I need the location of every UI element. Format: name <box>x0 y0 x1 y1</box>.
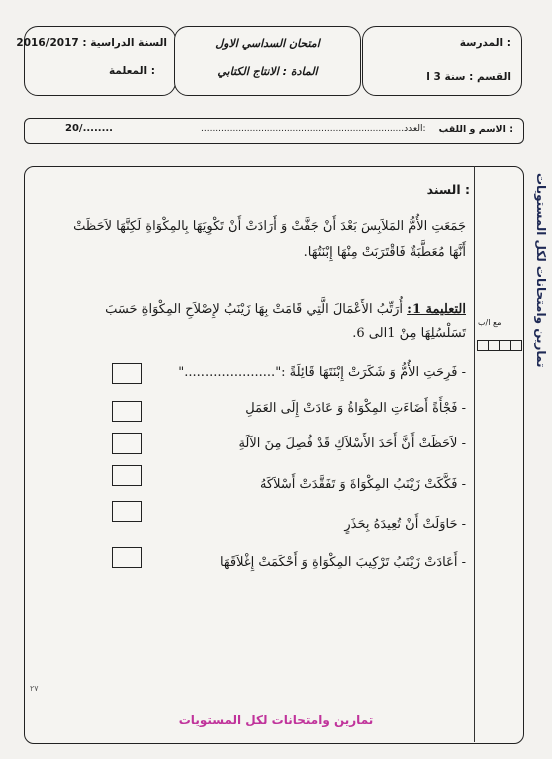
subject-label: المادة : الانتاج الكتابي <box>217 65 318 78</box>
task-1-label: التعليمة 1: <box>407 302 466 317</box>
grading-criteria-boxes <box>478 340 522 351</box>
exam-title: امتحان السداسي الاول <box>215 37 320 50</box>
order-item-2: - فَجْأَةً أَضَاءَتِ المِكْوَاةُ وَ عَادَتْ إِلَى العَمَلِ <box>245 401 466 416</box>
sanad-text: جَمَعَتِ الأُمُّ المَلاَبِسَ بَعْدَ أَنْ جَفَّتْ وَ أَرَادَتْ أَنْ تَكْوِيَهَا بِالمِكْوَاةِ لَكِنَّهَا لاَحَظَتْ أَنَّهَا مُعَطَّبَةٌ فَاقْتَرَبَتْ مِنْهَا إِبْنَتُهَا. <box>73 219 466 260</box>
header-center-box <box>174 26 361 96</box>
page-corner-mark: ٢٧ <box>30 684 39 693</box>
name-score-dots: .......................................................................العدد: <box>201 124 426 134</box>
task-1 <box>66 298 466 346</box>
side-watermark-text: تمارين وامتحانات لكل المستويات <box>534 172 548 368</box>
order-answer-box-6[interactable] <box>112 547 142 568</box>
school-label: المدرسة : <box>459 37 511 49</box>
order-answer-box-5[interactable] <box>112 501 142 522</box>
order-answer-box-4[interactable] <box>112 465 142 486</box>
sanad-label: السند : <box>426 182 470 197</box>
grading-margin-line <box>474 166 475 742</box>
grading-criteria-label: مع ا/ب <box>478 318 502 327</box>
school-year: السنة الدراسية : 2016/2017 <box>16 37 167 49</box>
order-answer-box-2[interactable] <box>112 401 142 422</box>
footer-watermark: تمارين وامتحانات لكل المستويات <box>178 713 374 727</box>
order-item-6: - أَعَادَتْ زَيْنَبُ تَرْكِيبَ المِكْوَاةِ وَ أَحْكَمَتْ إِغْلاَقَهَا <box>219 555 466 570</box>
task-1-text: أُرَتِّبُ الأَعْمَالَ الَّتِي قَامَتْ بِهَا زَيْنَبُ لإِصْلاَحِ المِكْوَاةِ حَسَبَ تَسَلْسُلِهَا مِنْ 1الى 6. <box>105 302 466 341</box>
class-label: القسم : سنة 3 ا <box>426 71 511 83</box>
order-item-5: - حَاوَلَتْ أَنْ تُعِيدَهُ بِحَذَرٍ <box>344 517 466 532</box>
header-right-box <box>362 26 522 96</box>
order-item-3: - لاَحَظَتْ أَنَّ أَحَدَ الأَسْلاَكِ قَدْ فُصِلَ مِنَ الآلَةِ <box>238 436 466 451</box>
order-answer-box-3[interactable] <box>112 433 142 454</box>
criteria-box[interactable] <box>510 340 522 351</box>
teacher-label: المعلمة : <box>108 65 155 77</box>
order-item-4: - فَكَّكَتْ زَيْنَبُ المِكْوَاةَ وَ تَفَقَّدَتْ أَسْلاَكَهُ <box>259 477 466 492</box>
header-left-box <box>16 26 176 96</box>
student-name-label: الاسم و اللقب : <box>438 124 513 135</box>
order-item-1: - فَرِحَتِ الأُمُّ وَ شَكَرَتْ إِبْنَتَهَا قَائِلَةً :"......................" <box>178 365 466 380</box>
student-name-bar <box>24 118 524 144</box>
order-answer-box-1[interactable] <box>112 363 142 384</box>
score-field: 20/........ <box>65 123 113 134</box>
